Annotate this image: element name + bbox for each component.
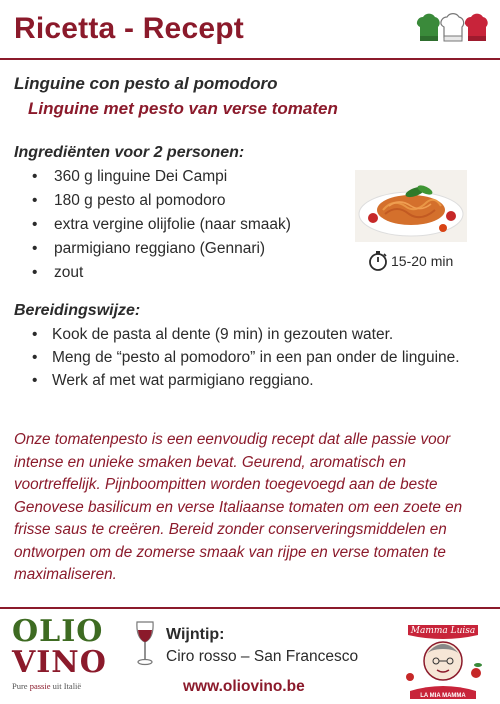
- recipe-name-italian: Linguine con pesto al pomodoro: [14, 74, 278, 93]
- mamma-luisa-logo: [398, 617, 488, 701]
- preparation-step: • Meng de “pesto al pomodoro” in een pan onder de linguine.: [30, 347, 460, 369]
- ingredient-item: • parmigiano reggiano (Gennari): [30, 237, 291, 261]
- recipe-name-dutch: Linguine met pesto van verse tomaten: [28, 99, 338, 118]
- cooking-time-label: 15-20 min: [391, 253, 454, 269]
- preparation-step: • Kook de pasta al dente (9 min) in gezouten water.: [30, 324, 460, 346]
- chef-hats-icon: [414, 12, 488, 44]
- ingredient-item: • extra vergine olijfolie (naar smaak): [30, 213, 291, 237]
- wine-tip-label: Wijntip:: [166, 626, 225, 643]
- oliovino-logo: [12, 614, 107, 698]
- page-title: Ricetta - Recept: [14, 12, 244, 45]
- ingredient-item: • 360 g linguine Dei Campi: [30, 165, 291, 189]
- product-description: Onze tomatenpesto is een eenvoudig recept dat alle passie voor intense en unieke smaken bevat. Geurend, aromatisch en voortreffelijk. Pijnboompitten worden toegevoegd aan de beste Genovese basilicum en verse Italiaanse tomaten om een zoete en frisse saus te creëren. Bereid zonder conserveringsmiddelen en ontworpen om de zomerse smaak van rijpe en verse tomaten te maximaliseren.: [14, 431, 463, 583]
- stopwatch-icon: [368, 250, 388, 272]
- website-link[interactable]: www.oliovino.be: [183, 678, 305, 695]
- ingredients-heading: Ingrediënten voor 2 personen:: [14, 144, 245, 161]
- header-divider: [0, 58, 500, 60]
- cooking-time: [368, 250, 453, 272]
- logo-vino: VINO: [12, 645, 107, 680]
- preparation-step: • Werk af met wat parmigiano reggiano.: [30, 370, 460, 392]
- pasta-dish-image: [355, 170, 467, 242]
- logo-olio: OLIO: [12, 614, 104, 649]
- ingredients-list: [30, 165, 291, 285]
- mamma-logo-text: Mamma Luisa: [410, 626, 476, 636]
- footer-divider: [0, 607, 500, 609]
- ingredient-item: • 180 g pesto al pomodoro: [30, 189, 291, 213]
- preparation-heading: Bereidingswijze:: [14, 302, 141, 319]
- mamma-logo-banner: LA MIA MAMMA: [420, 693, 466, 699]
- logo-tagline: Pure passie uit Italië: [12, 681, 82, 691]
- wine-tip-value: Ciro rosso – San Francesco: [166, 648, 359, 665]
- preparation-list: [30, 324, 460, 393]
- ingredient-item: • zout: [30, 261, 291, 285]
- wine-glass-icon: [134, 620, 156, 666]
